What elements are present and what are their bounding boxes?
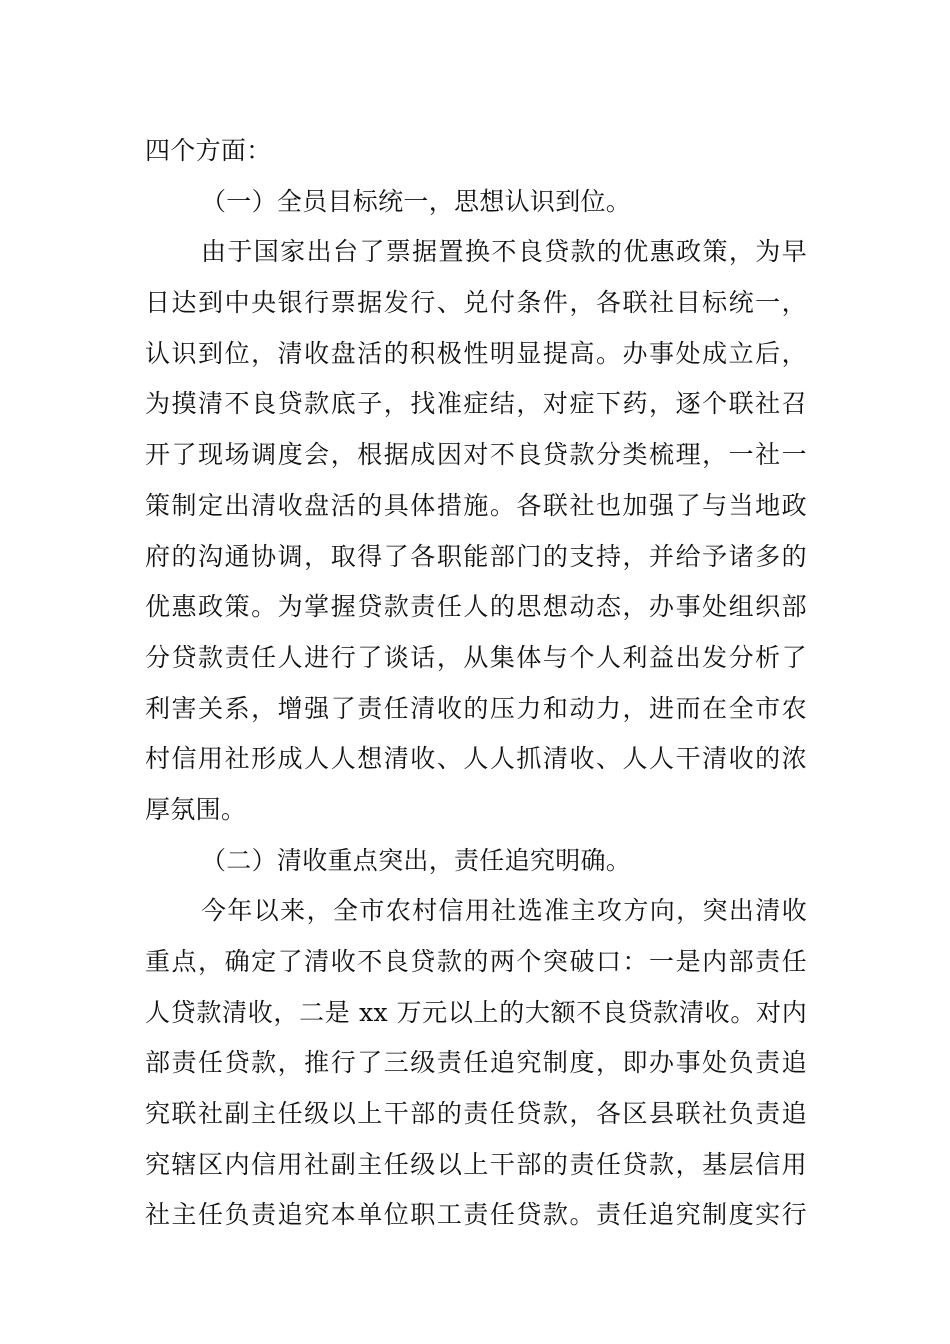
text-line: 优惠政策。为掌握贷款责任人的思想动态，办事处组织部 [145,592,807,622]
text-line: 为摸清不良贷款底子，找准症结，对症下药，逐个联社召 [145,389,807,419]
text-line: 由于国家出台了票据置换不良贷款的优惠政策，为早 [201,237,807,267]
text-line: 村信用社形成人人想清收、人人抓清收、人人干清收的浓 [145,744,807,774]
section-heading-1: （一）全员目标统一，思想认识到位。 [201,186,632,216]
text-line: 开了现场调度会，根据成因对不良贷款分类梳理，一社一 [145,440,807,470]
text-line: 认识到位，清收盘活的积极性明显提高。办事处成立后， [145,338,807,368]
text-line: 究联社副主任级以上干部的责任贷款，各区县联社负责追 [145,1099,807,1129]
text-line: 府的沟通协调，取得了各职能部门的支持，并给予诸多的 [145,541,807,571]
text-line: 厚氛围。 [145,794,247,824]
text-line: 今年以来，全市农村信用社选准主攻方向，突出清收 [201,896,807,926]
text-line: 重点，确定了清收不良贷款的两个突破口：一是内部责任 [145,947,807,976]
body-text [145,126,807,1241]
section-heading-2: （二）清收重点突出，责任追究明确。 [201,845,632,875]
text-line: 人贷款清收，二是 xx 万元以上的大额不良贷款清收。对内 [145,997,807,1027]
text-line: 策制定出清收盘活的具体措施。各联社也加强了与当地政 [145,490,807,520]
text-line: 四个方面： [145,136,272,165]
text-line: 分贷款责任人进行了谈话，从集体与个人利益出发分析了 [145,642,807,672]
text-line: 日达到中央银行票据发行、兑付条件，各联社目标统一， [145,288,807,318]
text-line: 部责任贷款，推行了三级责任追究制度，即办事处负责追 [145,1048,807,1078]
text-line: 利害关系，增强了责任清收的压力和动力，进而在全市农 [145,693,807,723]
text-line: 社主任负责追究本单位职工责任贷款。责任追究制度实行 [145,1200,807,1230]
text-line: 究辖区内信用社副主任级以上干部的责任贷款，基层信用 [145,1149,807,1179]
